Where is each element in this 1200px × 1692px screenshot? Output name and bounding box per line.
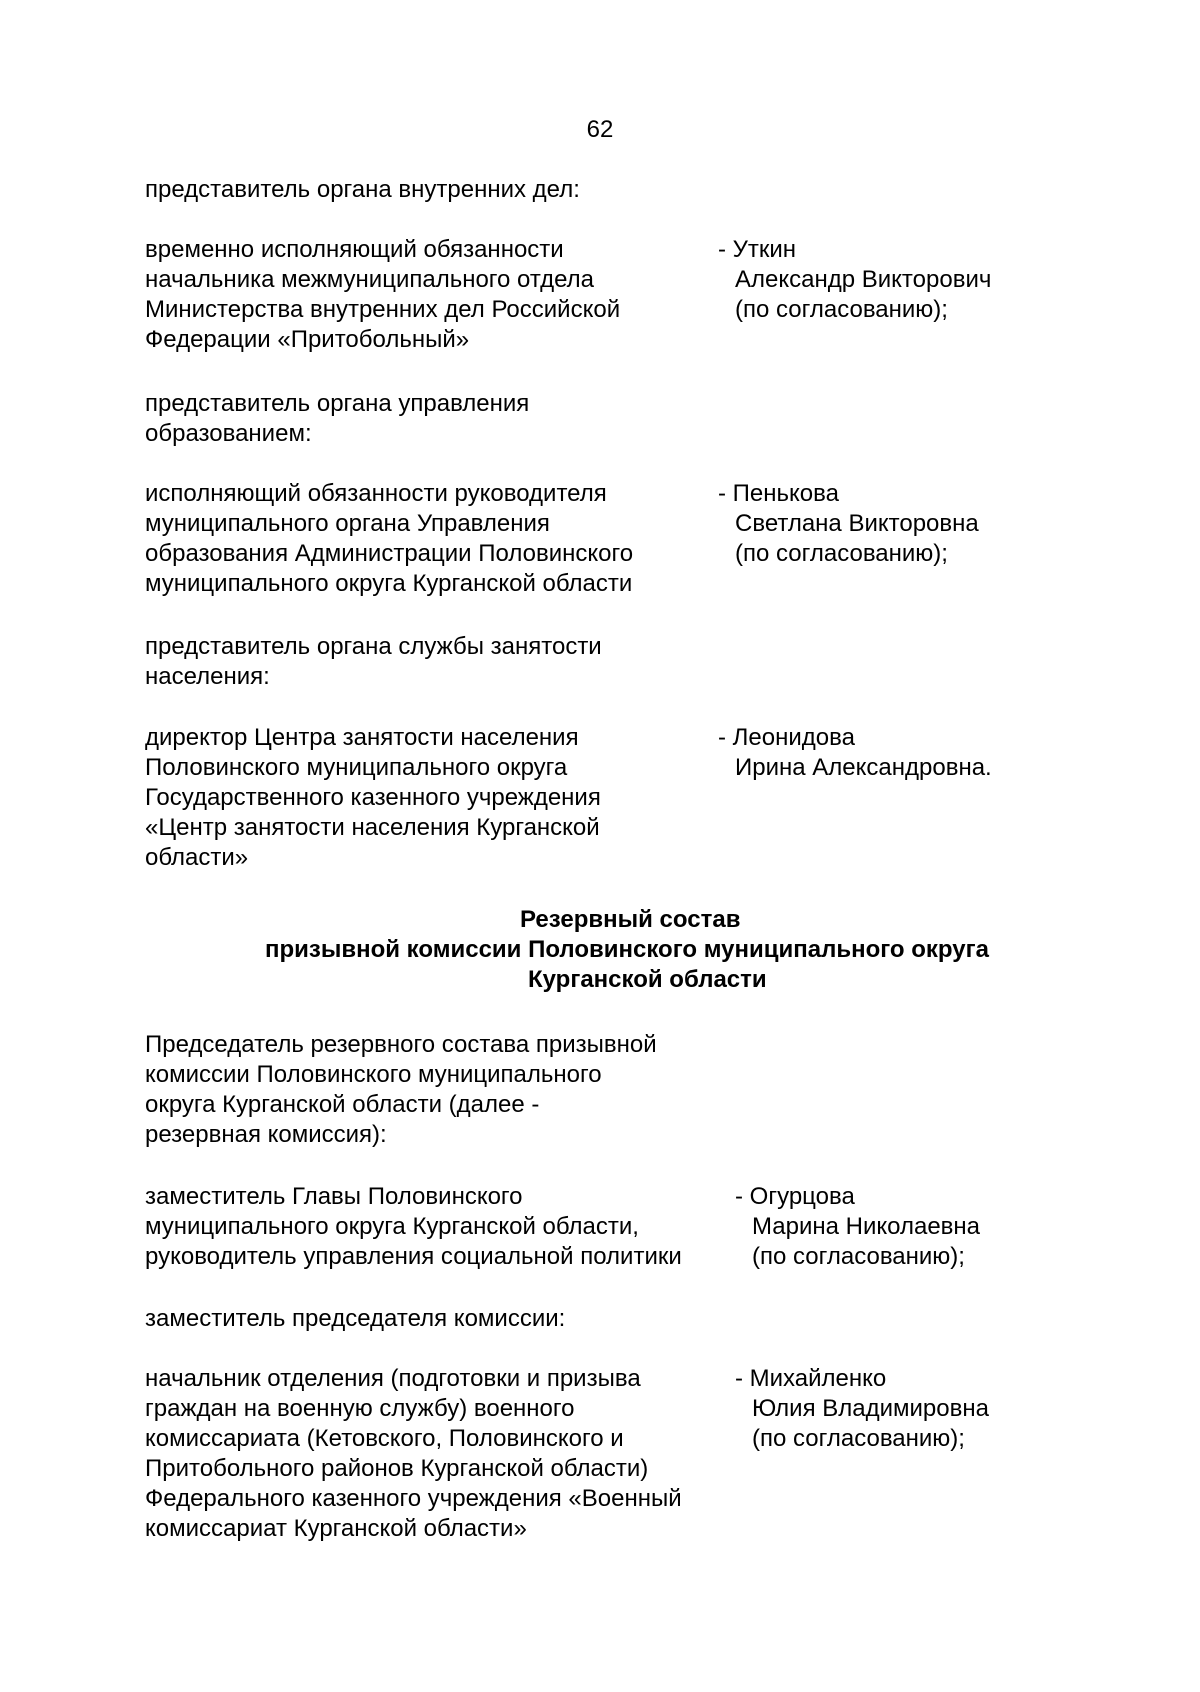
title-line: Резервный состав <box>520 906 741 933</box>
text-line: - Уткин <box>718 236 797 263</box>
text-line: исполняющий обязанности руководителя <box>145 480 607 507</box>
text-line: муниципального округа Курганской области <box>145 570 633 597</box>
text-line: Светлана Викторовна <box>735 510 979 537</box>
role-heading: представитель органа внутренних дел: <box>145 176 580 203</box>
text-line: Государственного казенного учреждения <box>145 784 601 811</box>
role-heading <box>145 389 745 449</box>
text-line: комиссии Половинского муниципального <box>145 1061 602 1088</box>
text-line: образования Администрации Половинского <box>145 540 634 567</box>
text-line: директор Центра занятости населения <box>145 724 579 751</box>
text-line: - Леонидова <box>718 724 855 751</box>
text-line: представитель органа управления <box>145 390 530 417</box>
text-line: граждан на военную службу) военного <box>145 1395 575 1422</box>
text-line: Юлия Владимировна <box>752 1395 989 1422</box>
text-line: муниципального округа Курганской области, <box>145 1213 639 1240</box>
text-line: Марина Николаевна <box>752 1213 981 1240</box>
text-line: (по согласованию); <box>735 296 948 323</box>
text-line: Ирина Александровна. <box>735 754 992 781</box>
text-line: (по согласованию); <box>735 540 948 567</box>
text-line: Федерации «Притобольный» <box>145 326 470 353</box>
text-line: области» <box>145 844 249 871</box>
role-heading <box>145 632 745 692</box>
role-heading: заместитель председателя комиссии: <box>145 1305 566 1332</box>
position-text <box>145 1182 745 1272</box>
text-line: Министерства внутренних дел Российской <box>145 296 621 323</box>
text-line: Федерального казенного учреждения «Военный <box>145 1485 682 1512</box>
text-line: округа Курганской области (далее - <box>145 1091 540 1118</box>
text-line: резервная комиссия): <box>145 1121 387 1148</box>
person-name <box>718 723 992 783</box>
title-line: призывной комиссии Половинского муниципального округа <box>265 936 989 963</box>
text-line: Половинского муниципального округа <box>145 754 568 781</box>
text-line: комиссариат Курганской области» <box>145 1515 527 1542</box>
text-line: - Огурцова <box>735 1183 855 1210</box>
text-line: временно исполняющий обязанности <box>145 236 564 263</box>
text-line: образованием: <box>145 420 312 447</box>
text-line: населения: <box>145 663 270 690</box>
position-text <box>145 235 745 355</box>
text-line: (по согласованию); <box>752 1425 965 1452</box>
role-heading <box>145 1030 745 1150</box>
person-name <box>735 1182 980 1272</box>
position-text <box>145 479 745 599</box>
text-line: заместитель Главы Половинского <box>145 1183 523 1210</box>
text-line: Притобольного районов Курганской области) <box>145 1455 649 1482</box>
text-line: начальника межмуниципального отдела <box>145 266 594 293</box>
title-line: Курганской области <box>528 966 767 993</box>
text-line: - Пенькова <box>718 480 839 507</box>
position-text <box>145 1364 745 1544</box>
text-line: муниципального органа Управления <box>145 510 550 537</box>
text-line: «Центр занятости населения Курганской <box>145 814 600 841</box>
text-line: Александр Викторович <box>735 266 992 293</box>
text-line: начальник отделения (подготовки и призыва <box>145 1365 641 1392</box>
text-line: Председатель резервного состава призывной <box>145 1031 657 1058</box>
text-line: - Михайленко <box>735 1365 887 1392</box>
text-line: руководитель управления социальной политики <box>145 1243 682 1270</box>
position-text <box>145 723 745 873</box>
text-line: (по согласованию); <box>752 1243 965 1270</box>
page-number: 62 <box>586 116 614 143</box>
text-line: представитель органа службы занятости <box>145 633 602 660</box>
person-name <box>718 479 979 569</box>
text-line: комиссариата (Кетовского, Половинского и <box>145 1425 624 1452</box>
person-name <box>718 235 991 325</box>
person-name <box>735 1364 989 1454</box>
